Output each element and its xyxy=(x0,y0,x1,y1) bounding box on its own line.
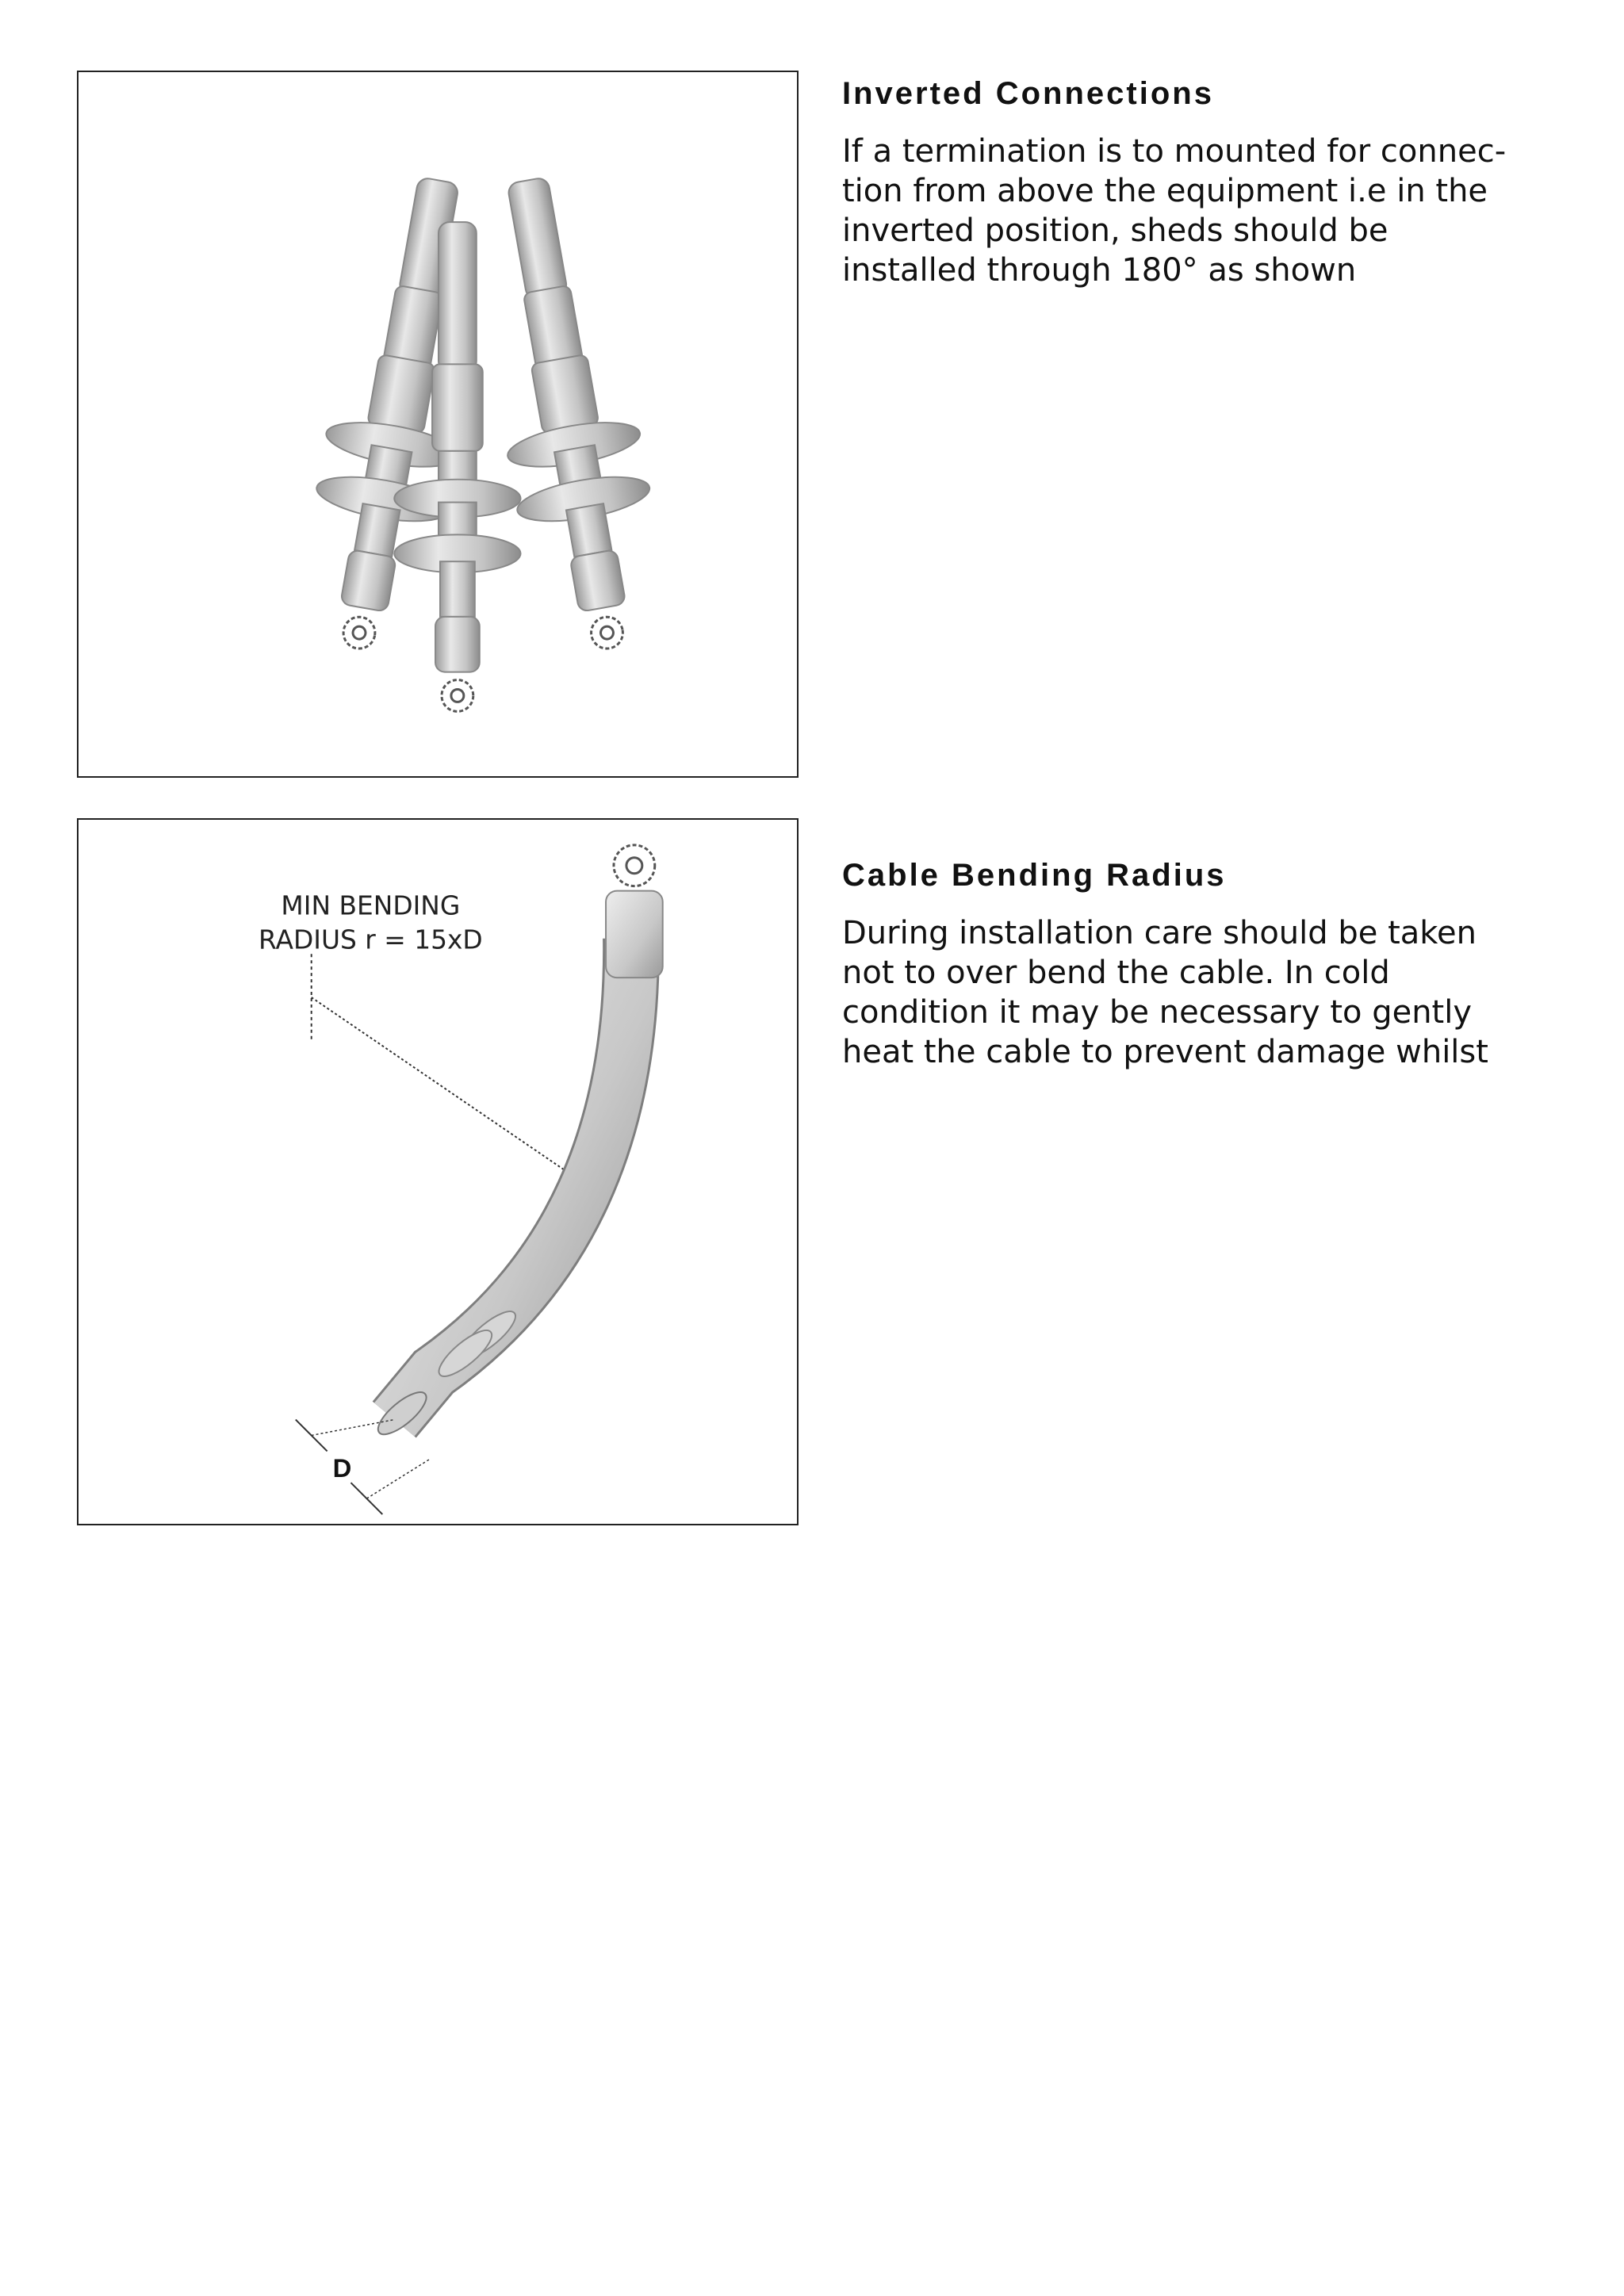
diameter-label: D xyxy=(332,1453,352,1483)
paragraph-line: condition it may be necessary to gently xyxy=(842,994,1473,1031)
inverted-connections-heading: Inverted Connections xyxy=(842,76,1214,111)
paragraph-line: During installation care should be taken xyxy=(842,915,1477,951)
paragraph-line: heat the cable to prevent damage whilst xyxy=(842,1034,1488,1070)
paragraph-line: inverted position, sheds should be xyxy=(842,212,1388,249)
cable-lug-sleeve xyxy=(606,891,663,978)
min-bending-label-line1: MIN BENDING xyxy=(281,890,461,921)
paragraph-line: not to over bend the cable. In cold xyxy=(842,955,1390,991)
paragraph-line: tion from above the equipment i.e in the xyxy=(842,173,1488,209)
right-termination xyxy=(462,169,676,660)
cable-bending-paragraph xyxy=(842,913,1488,1072)
cable-bending-illustration xyxy=(79,820,797,1524)
cable-bending-figure xyxy=(77,818,799,1525)
cable-bending-heading: Cable Bending Radius xyxy=(842,858,1227,893)
paragraph-line: If a termination is to mounted for connec- xyxy=(842,133,1507,170)
inverted-connections-paragraph xyxy=(842,132,1506,290)
min-bending-label-line2: RADIUS r = 15xD xyxy=(259,924,483,955)
paragraph-line: installed through 180° as shown xyxy=(842,252,1357,289)
radius-diagonal-leader xyxy=(312,997,577,1179)
dimension-line-lower xyxy=(350,1483,382,1514)
inverted-connections-figure xyxy=(77,71,799,778)
inverted-terminations-illustration xyxy=(79,72,797,776)
